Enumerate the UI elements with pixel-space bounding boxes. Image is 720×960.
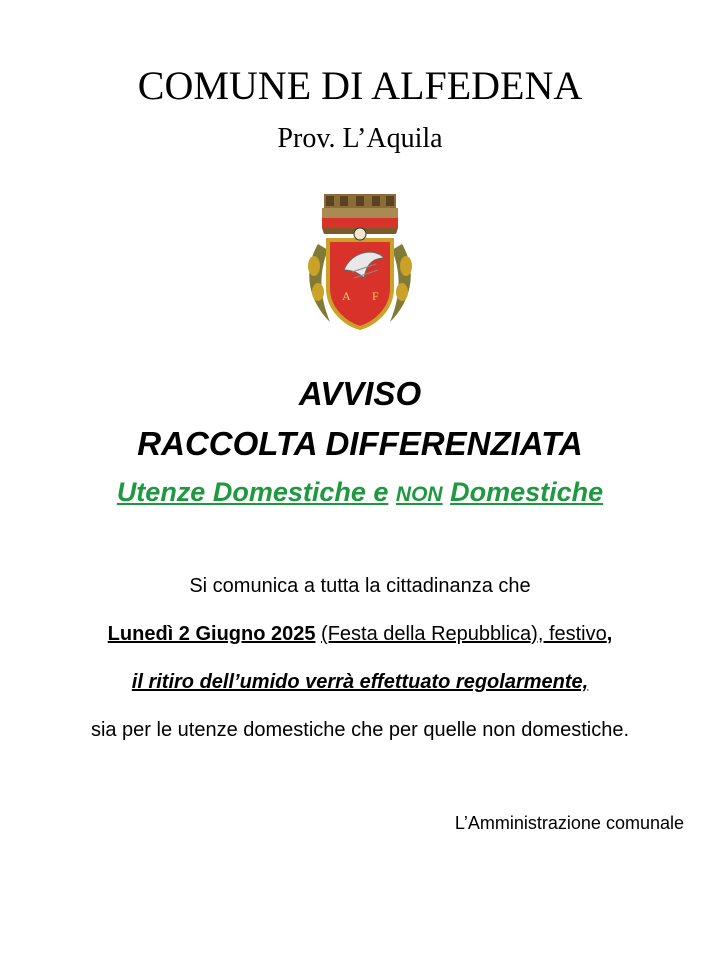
- notice-subheading: RACCOLTA DIFFERENZIATA: [137, 425, 583, 462]
- audience-line: [0, 474, 720, 513]
- crest-letter-f: F: [372, 289, 379, 303]
- province-subtitle: Prov. L’Aquila: [277, 123, 443, 154]
- body-line-3: [0, 669, 720, 695]
- body-line-1: Si comunica a tutta la cittadinanza che: [189, 575, 531, 597]
- crest-letter-a: A: [342, 289, 351, 303]
- body-line-4: sia per le utenze domestiche che per quelle non domestiche.: [90, 719, 630, 741]
- audience-part2: Domestiche: [450, 477, 604, 507]
- audience-non: NON: [395, 483, 443, 506]
- signature: L’Amministrazione comunale: [454, 813, 684, 833]
- holiday-description: (Festa della Repubblica), festivo: [321, 623, 607, 645]
- line2-comma: ,: [606, 623, 613, 645]
- collection-statement: il ritiro dell’umido verrà effettuato regolarmente,: [131, 671, 589, 693]
- audience-part1: Utenze Domestiche e: [116, 477, 389, 507]
- coat-of-arms-logo: [300, 188, 420, 333]
- body-line-2: [0, 621, 720, 647]
- municipality-title: COMUNE DI ALFEDENA: [137, 63, 583, 108]
- holiday-date: Lunedì 2 Giugno 2025: [107, 623, 316, 645]
- notice-heading: AVVISO: [298, 375, 422, 412]
- shield-icon: [328, 240, 392, 328]
